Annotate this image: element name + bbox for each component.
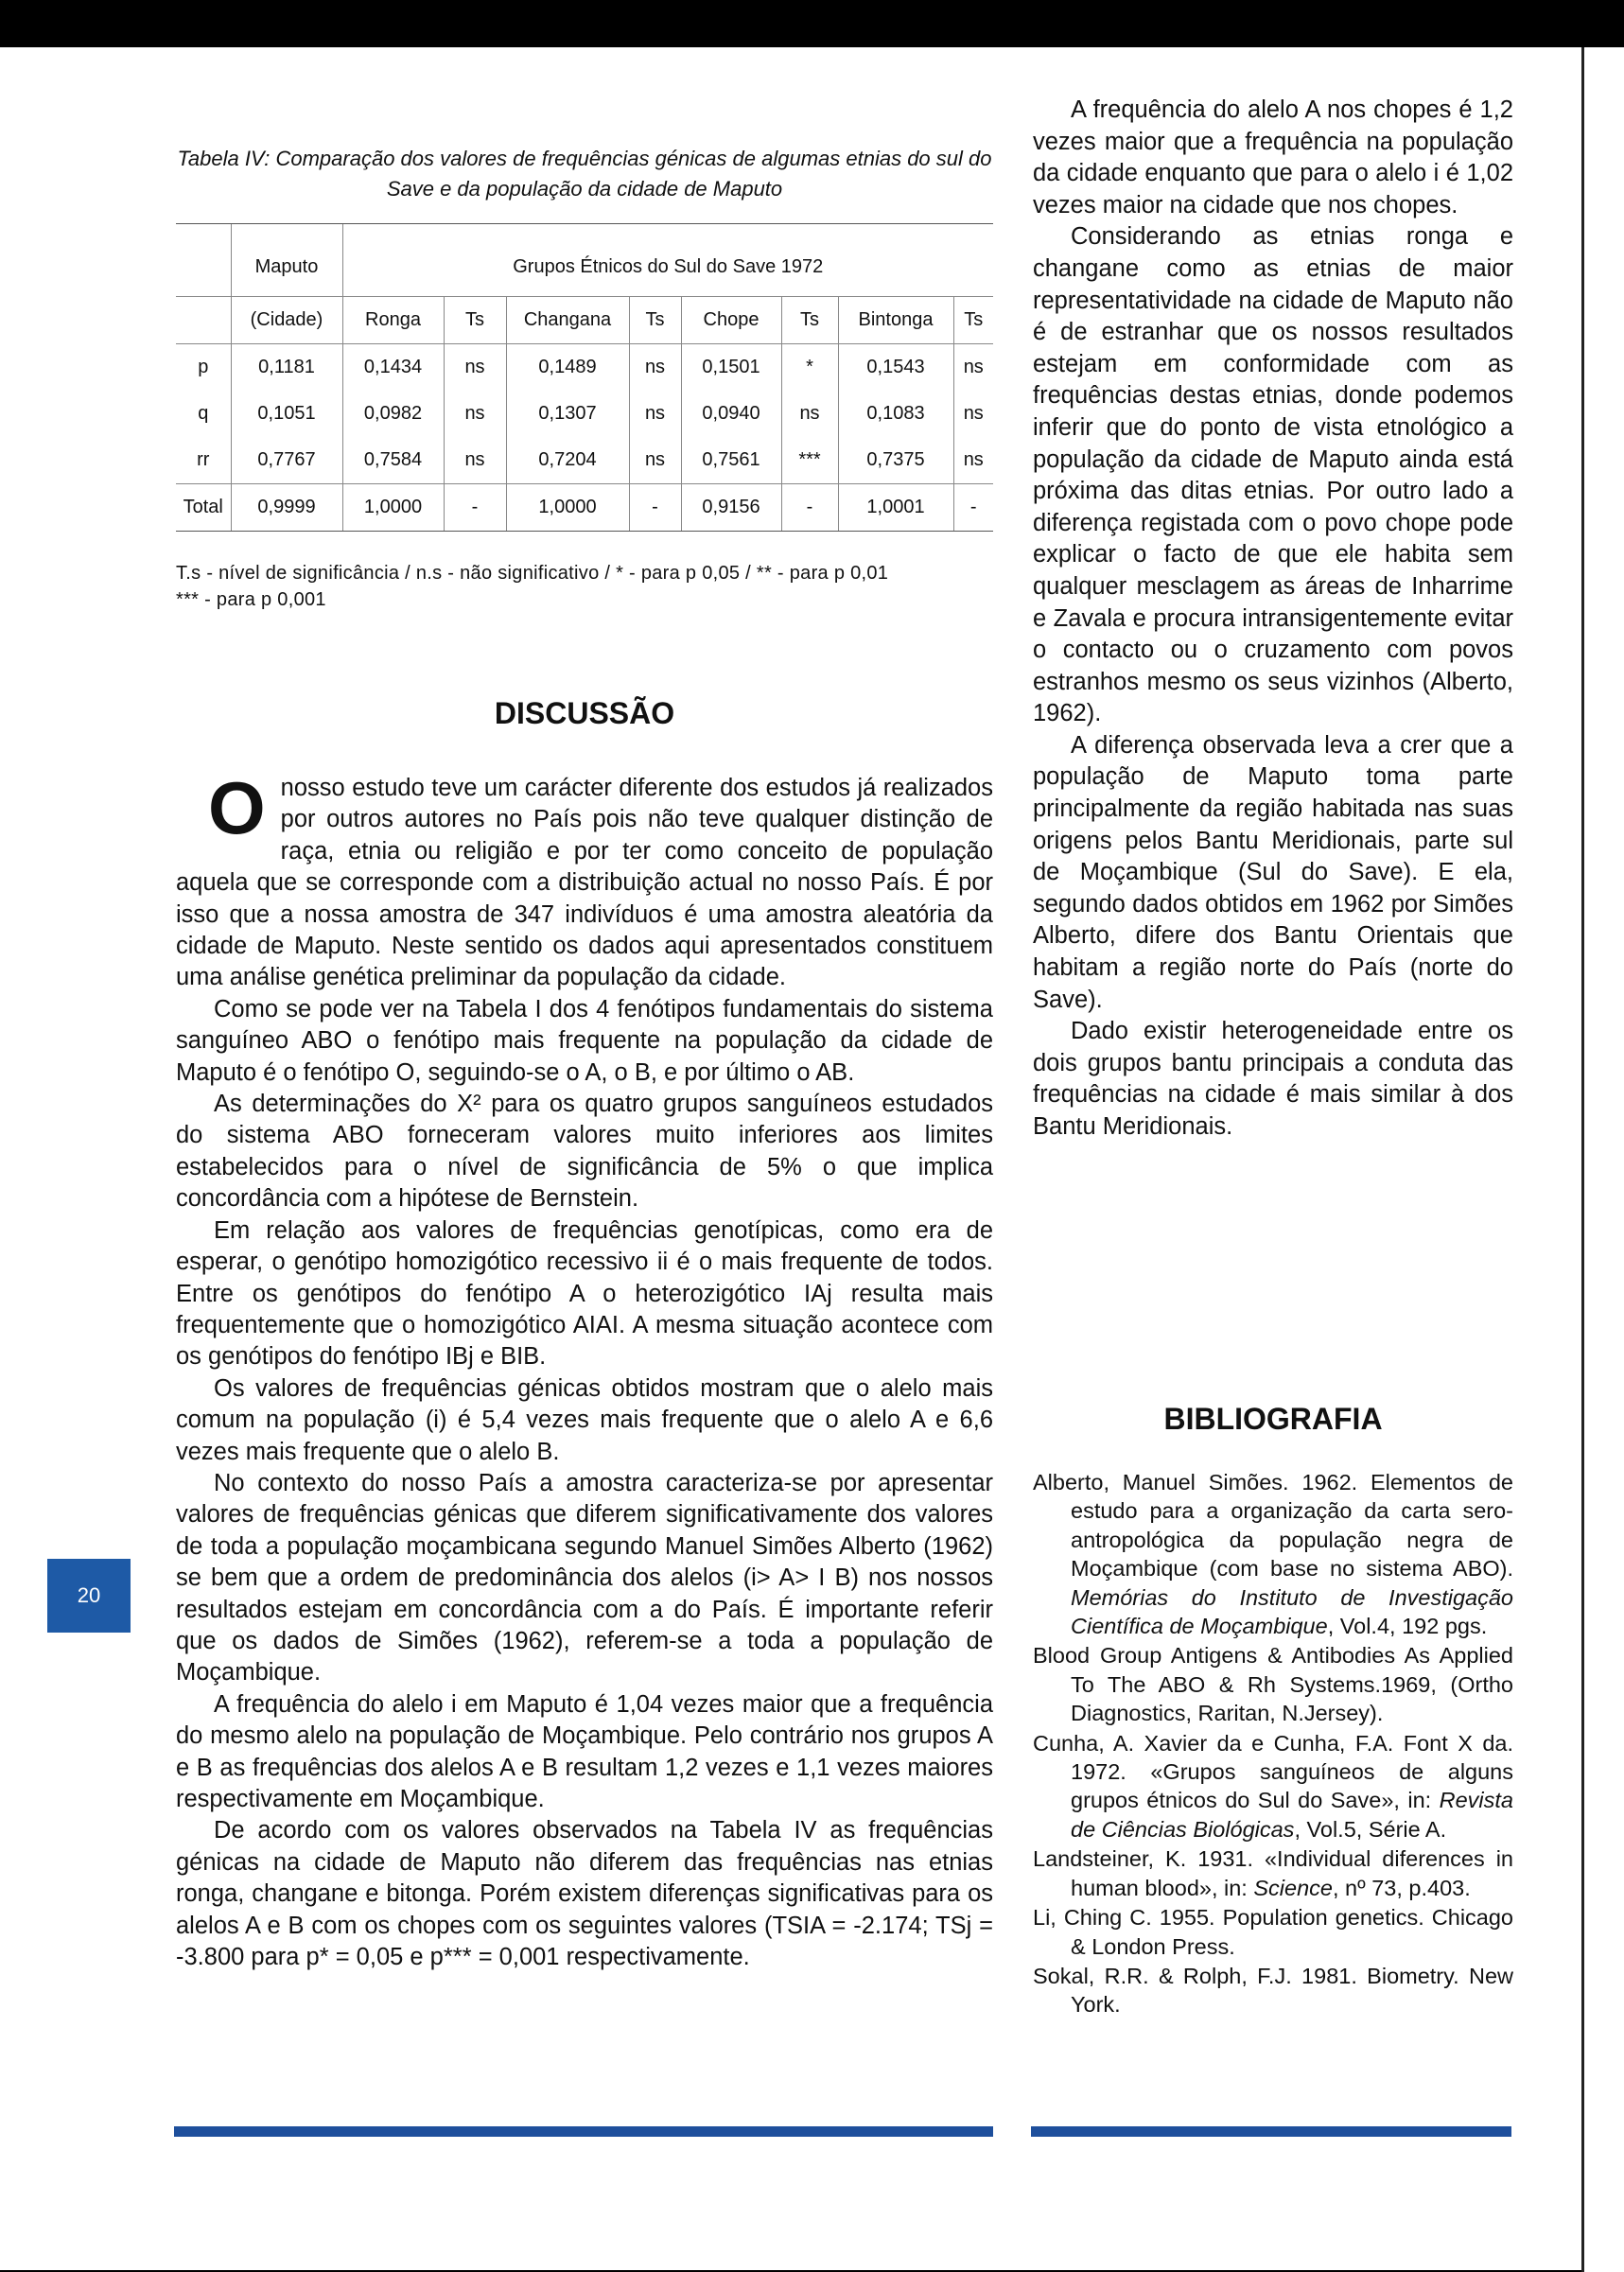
bibliography-entry-title: Science <box>1253 1875 1333 1900</box>
discussion-paragraph-1 <box>176 766 993 994</box>
table-cell: 0,1181 <box>231 344 342 392</box>
bibliography-entry-text: , nº 73, p.403. <box>1332 1875 1471 1900</box>
table-note-line-2: *** - para p 0,001 <box>176 589 326 610</box>
table-cell: 0,7561 <box>681 437 781 484</box>
table-cell: 0,9156 <box>681 484 781 532</box>
table-subheader-cell: Ts <box>444 297 506 344</box>
table-subheader-cell: (Cidade) <box>231 297 342 344</box>
bibliography-entry-text: Sokal, R.R. & Rolph, F.J. 1981. Biometry. New York. <box>1033 1963 1513 2018</box>
discussion-heading: DISCUSSÃO <box>494 696 675 730</box>
table-cell: 0,1051 <box>231 391 342 437</box>
table-caption: Tabela IV: Comparação dos valores de frequências génicas de algumas etnias do sul do Save e da população da cidade de Maputo <box>177 147 992 201</box>
table-cell: *** <box>781 437 838 484</box>
bibliography-heading: BIBLIOGRAFIA <box>1163 1402 1383 1436</box>
table-cell: Total <box>176 484 231 532</box>
table-cell: ns <box>963 357 984 377</box>
table-cell: - <box>781 484 838 532</box>
table-subheader-cell: Changana <box>506 297 629 344</box>
bibliography-entry <box>1033 1641 1513 1727</box>
discussion-paragraph-2: Como se pode ver na Tabela I dos 4 fenótipos fundamentais do sistema sanguíneo ABO o fenótipo mais frequente na população da cidade de Maputo é o fenótipo O, seguindo-se o A, o B, e por último o AB. <box>176 995 993 1086</box>
bibliography-entry-text: , Vol.4, 192 pgs. <box>1327 1614 1488 1639</box>
discussion-paragraph-8: De acordo com os valores observados na Tabela IV as frequências génicas na cidade de Maputo não diferem das frequências nas etnias ronga, changane e bitonga. Porém existem diferenças significativas para os alelos A e B com os chopes com os seguintes valores (TSIA = -2.174; TSj = -3.800 para p* = 0,05 e p*** = 0,001 respectivamente. <box>176 1817 993 1971</box>
table-cell: ns <box>963 403 984 424</box>
table-subheader-cell: Ts <box>629 297 681 344</box>
table-cell: - <box>629 484 681 532</box>
table-iv <box>176 223 993 532</box>
bibliography-entry <box>1033 1844 1513 1902</box>
discussion-paragraph-6: No contexto do nosso País a amostra caracteriza-se por apresentar valores de frequências génicas que diferem significativamente dos valores de toda a população moçambicana segundo Manuel Simões Alberto (1962) se bem que a ordem de predominância dos alelos (i> A> I B) nos nossos resultados estejam em concordância com a do País. É importante referir que os dados de Simões (1962), referem-se a toda a população de Moçambique. <box>176 1469 993 1687</box>
discussion-paragraph-4: Em relação aos valores de frequências genotípicas, como era de esperar, o genótipo homozigótico recessivo ii é o mais frequente de todos. Entre os genótipos do fenótipo A o heterozigótico IAj resulta mais frequentemente que o homozigótico AIAI. A mesma situação acontece com os genótipos do fenótipo IBj e BIB. <box>176 1216 993 1371</box>
table-row <box>176 391 993 437</box>
table-cell: 0,9999 <box>231 484 342 532</box>
table-cell: 1,0001 <box>838 484 953 532</box>
right-column <box>1033 95 1513 1144</box>
bibliography-entry-title: Revista de Ciências Biológicas <box>1071 1788 1513 1842</box>
table-cell: 0,7584 <box>342 437 444 484</box>
bibliography-entry-text: , Vol.5, Série A. <box>1294 1816 1447 1842</box>
table-cell: ns <box>444 344 506 392</box>
drop-cap: O <box>208 766 266 849</box>
discussion-paragraph-7: A frequência do alelo i em Maputo é 1,04 vezes maior que a frequência do mesmo alelo na população de Moçambique. Pelo contrário nos grupos A e B as frequências dos alelos A e B resultam 1,2 vezes e 1,1 vezes maiores respectivamente em Moçambique. <box>176 1690 993 1812</box>
table-cell: ns <box>444 391 506 437</box>
table-header-blank <box>176 224 231 297</box>
discussion-paragraph-5: Os valores de frequências génicas obtidos mostram que o alelo mais comum na população (i) é 5,4 vezes mais frequente que o alelo A e 6,6 vezes mais frequente que o alelo B. <box>176 1374 993 1465</box>
footer-rule-right <box>1031 2126 1511 2137</box>
table-subheader-cell: Ronga <box>342 297 444 344</box>
table-cell: 0,1501 <box>681 344 781 392</box>
table-header-groups: Grupos Étnicos do Sul do Save 1972 <box>342 224 993 297</box>
right-paragraph-1: A frequência do alelo A nos chopes é 1,2 vezes maior que a frequência na população da cidade enquanto que para o alelo i é 1,02 vezes maior na cidade que nos chopes. <box>1033 96 1513 218</box>
right-paragraph-3: A diferença observada leva a crer que a população de Maputo toma parte principalmente da região habitada nas suas origens pelos Bantu Meridionais, parte sul de Moçambique (Sul do Save). E ela, segundo dados obtidos em 1962 por Simões Alberto, difere dos Bantu Orientais que habitam a região norte do País (norte do Save). <box>1033 731 1513 1013</box>
table-cell: 0,1307 <box>506 391 629 437</box>
table-cell: 0,0982 <box>342 391 444 437</box>
right-paragraph-4: Dado existir heterogeneidade entre os dois grupos bantu principais a conduta das frequências na cidade é mais similar à dos Bantu Meridionais. <box>1033 1018 1513 1140</box>
left-column <box>176 95 993 1973</box>
table-cell: - <box>444 484 506 532</box>
table-cell: ns <box>629 391 681 437</box>
bibliography-entry-text: Cunha, A. Xavier da e Cunha, F.A. Font X da. 1972. «Grupos sanguíneos de alguns grupos étnicos do Sul do Save», in: <box>1033 1730 1513 1813</box>
table-cell: * <box>781 344 838 392</box>
next-page-edge <box>1581 47 1624 2272</box>
bibliography-section <box>1033 1402 1513 1437</box>
table-cell: 1,0000 <box>506 484 629 532</box>
table-row <box>176 344 993 392</box>
table-cell: 0,1489 <box>506 344 629 392</box>
table-cell: - <box>953 484 993 532</box>
table-cell: ns <box>629 437 681 484</box>
bibliography-entry-title: Memórias do Instituto de Investigação Científica de Moçambique <box>1071 1584 1513 1639</box>
table-cell: 0,7767 <box>231 437 342 484</box>
bibliography-list <box>1033 1468 1513 2020</box>
table-cell: 0,1434 <box>342 344 444 392</box>
table-cell: 0,7375 <box>838 437 953 484</box>
table-subheader-cell: Ts <box>781 297 838 344</box>
table-cell: q <box>176 391 231 437</box>
discussion-body <box>176 766 993 1973</box>
bibliography-entry <box>1033 1962 1513 2019</box>
table-cell: 0,0940 <box>681 391 781 437</box>
discussion-paragraph-3: As determinações do X² para os quatro grupos sanguíneos estudados do sistema ABO forneceram valores muito inferiores aos limites estabelecidos para o nível de significância de 5% o que implica concordância com a hipótese de Bernstein. <box>176 1091 993 1213</box>
table-cell: ns <box>629 344 681 392</box>
bibliography-entry-text: Blood Group Antigens & Antibodies As Applied To The ABO & Rh Systems.1969, (Ortho Diagnostics, Raritan, N.Jersey). <box>1033 1643 1513 1726</box>
discussion-paragraph-text: nosso estudo teve um carácter diferente dos estudos já realizados por outros autores no País pois não teve qualquer distinção de raça, etnia ou religião e por ter como conceito de população aquela que se corresponde com a distribuição actual no nosso País. É por isso que a nossa amostra de 347 indivíduos é uma amostra aleatória da cidade de Maputo. Neste sentido os dados aqui apresentados constituem uma análise genética preliminar da população da cidade. <box>176 775 993 991</box>
right-column-body <box>1033 95 1513 1144</box>
table-row <box>176 437 993 484</box>
table-cell: rr <box>176 437 231 484</box>
table-subheader-cell <box>176 297 231 344</box>
table-header-maputo: Maputo <box>231 224 342 297</box>
bibliography-entry-text: Alberto, Manuel Simões. 1962. Elementos de estudo para a organização da carta sero-antropológica da população negra de Moçambique (com base no sistema ABO). <box>1033 1470 1513 1582</box>
table-cell: ns <box>963 449 984 470</box>
table-cell: 0,1083 <box>838 391 953 437</box>
bibliography-entry-text: Li, Ching C. 1955. Population genetics. Chicago & London Press. <box>1033 1905 1513 1959</box>
page-number: 20 <box>47 1559 131 1633</box>
right-paragraph-2: Considerando as etnias ronga e changane como as etnias de maior representatividade na cidade de Maputo não é de estranhar que os nossos resultados estejam em conformidade com as frequências destas etnias, donde podemos inferir que do ponto de vista etnológico a população da cidade de Maputo ainda está próxima das ditas etnias. Por outro lado a diferença registada com o povo chope pode explicar o facto de que ele habita sem qualquer mesclagem as áreas de Inharrime e Zavala e procura intransigentemente evitar o contacto ou o cruzamento com povos estranhos mesmo os seus vizinhos (Alberto, 1962). <box>1033 223 1513 727</box>
table-cell: p <box>176 344 231 392</box>
table-cell: ns <box>781 391 838 437</box>
bibliography-entry <box>1033 1729 1513 1844</box>
table-note-line-1: T.s - nível de significância / n.s - não significativo / * - para p 0,05 / ** - para p 0,01 <box>176 563 889 584</box>
footer-rule-left <box>174 2126 993 2137</box>
table-subheader-cell: Chope <box>681 297 781 344</box>
bibliography-entry <box>1033 1468 1513 1640</box>
table-cell: 0,7204 <box>506 437 629 484</box>
table-subheader-cell: Ts <box>953 297 993 344</box>
table-note <box>176 560 993 613</box>
table-subheader-cell: Bintonga <box>838 297 953 344</box>
table-row <box>176 484 993 532</box>
table-cell: ns <box>444 437 506 484</box>
bibliography-entry-text: Landsteiner, K. 1931. «Individual diferences in human blood», in: <box>1033 1846 1513 1900</box>
table-cell: 0,1543 <box>838 344 953 392</box>
bibliography-entry <box>1033 1903 1513 1961</box>
table-cell: 1,0000 <box>342 484 444 532</box>
